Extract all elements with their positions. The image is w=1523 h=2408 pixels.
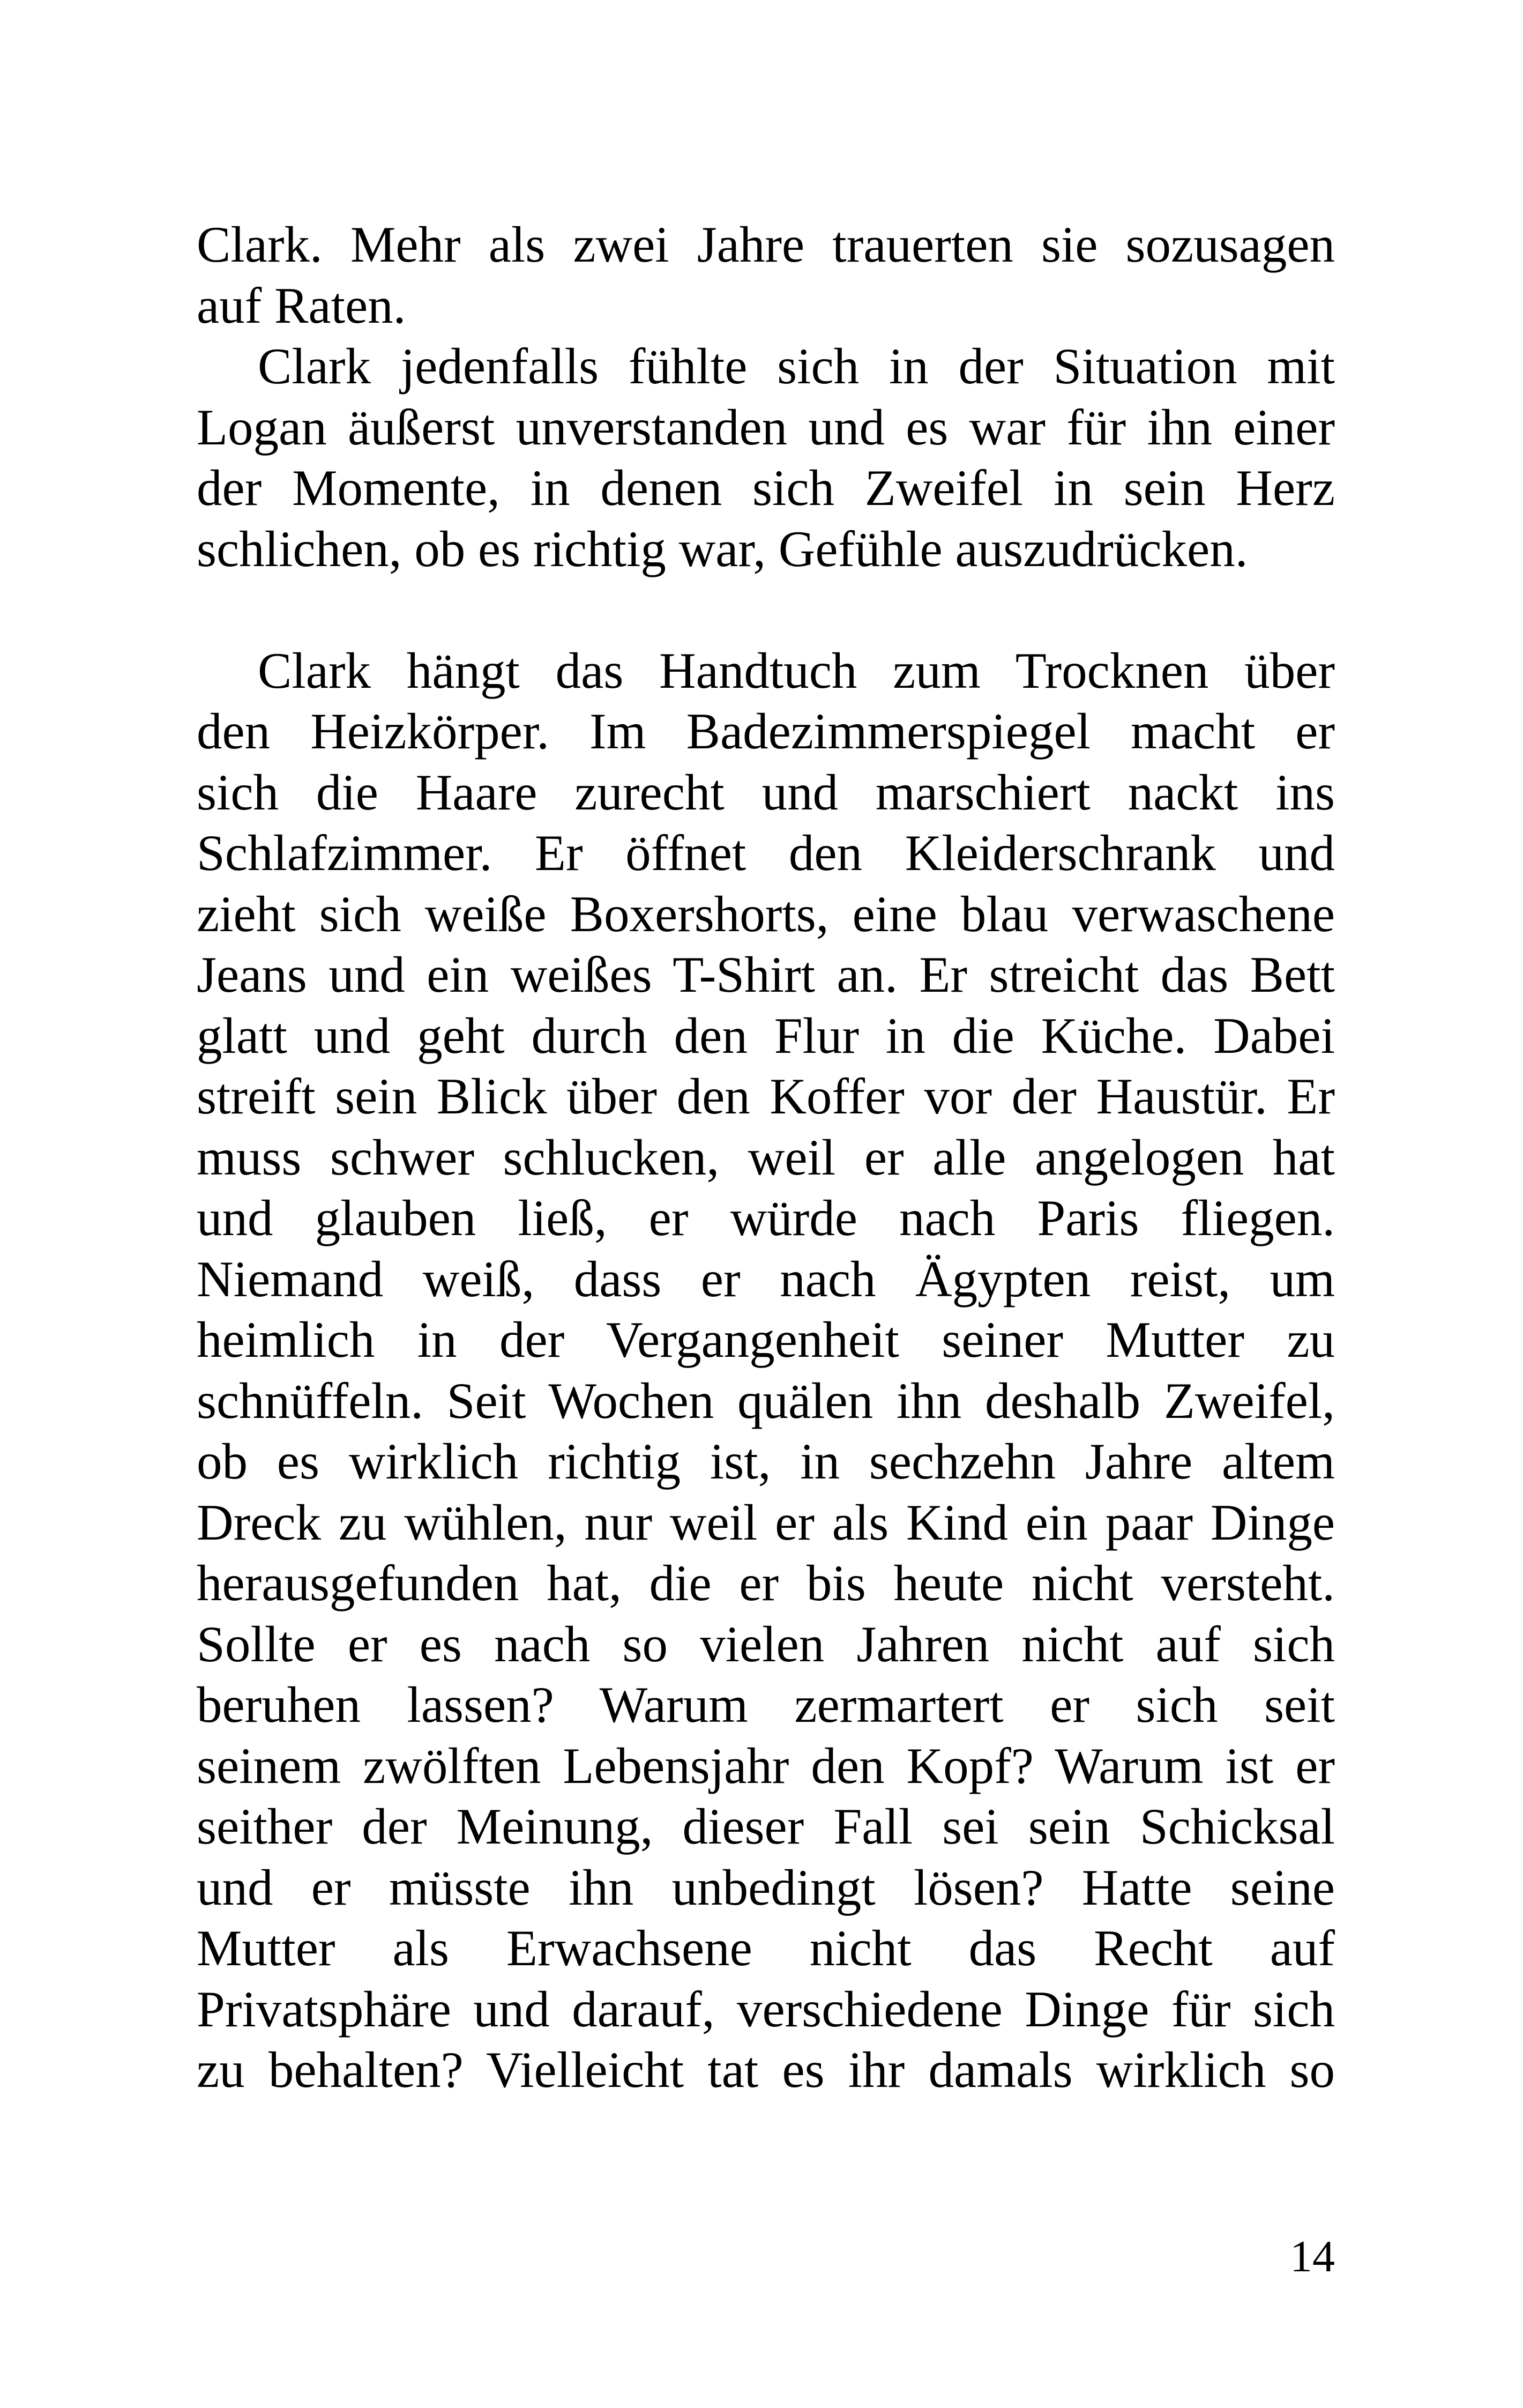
text-line: und er müsste ihn unbedingt lösen? Hatte seine [197,1859,1335,1916]
text-line: auf Raten. [197,277,406,334]
text-line: Clark. Mehr als zwei Jahre trauerten sie sozusagen [197,216,1335,273]
text-line: glatt und geht durch den Flur in die Küche. Dabei [197,1007,1335,1064]
text-line: Jeans und ein weißes T-Shirt an. Er streicht das Bett [197,946,1335,1003]
text-line: Logan äußerst unverstanden und es war für ihn einer [197,398,1335,456]
text-line: zieht sich weiße Boxershorts, eine blau verwaschene [197,885,1335,942]
text-line: muss schwer schlucken, weil er alle angelogen hat [197,1128,1335,1186]
text-line: seither der Meinung, dieser Fall sei sein Schicksal [197,1798,1335,1855]
text-line: herausgefunden hat, die er bis heute nicht versteht. [197,1555,1335,1611]
text-line: beruhen lassen? Warum zermartert er sich seit [197,1676,1335,1733]
text-line: ob es wirklich richtig ist, in sechzehn Jahre altem [197,1433,1335,1490]
text-line: Schlafzimmer. Er öffnet den Kleiderschrank und [197,824,1335,881]
page-number: 14 [1290,2232,1335,2281]
section-break [197,579,1335,641]
text-line: den Heizkörper. Im Badezimmerspiegel macht er [197,703,1335,760]
text-line: Clark hängt das Handtuch zum Trocknen über [258,642,1335,699]
text-line: Dreck zu wühlen, nur weil er als Kind ein paar Dinge [197,1493,1335,1551]
text-line: Clark jedenfalls fühlte sich in der Situation mit [258,338,1335,395]
text-line: Mutter als Erwachsene nicht das Recht auf [197,1920,1335,1976]
text-line: der Momente, in denen sich Zweifel in sein Herz [197,459,1335,516]
body-text [197,214,1335,2101]
text-line: schlichen, ob es richtig war, Gefühle auszudrücken. [197,520,1248,577]
text-line: und glauben ließ, er würde nach Paris fliegen. [197,1190,1335,1246]
text-line: seinem zwölften Lebensjahr den Kopf? Warum ist er [197,1737,1335,1794]
text-line: streift sein Blick über den Koffer vor der Haustür. Er [197,1068,1335,1125]
text-line: Privatsphäre und darauf, verschiedene Dinge für sich [197,1980,1335,2038]
text-line: zu behalten? Vielleicht tat es ihr damals wirklich so [197,2041,1335,2098]
text-line: schnüffeln. Seit Wochen quälen ihn deshalb Zweifel, [197,1372,1335,1429]
text-line: Niemand weiß, dass er nach Ägypten reist, um [197,1250,1335,1307]
text-line: sich die Haare zurecht und marschiert nackt ins [197,763,1335,821]
text-line: Sollte er es nach so vielen Jahren nicht auf sich [197,1615,1335,1673]
text-line: heimlich in der Vergangenheit seiner Mutter zu [197,1311,1335,1368]
